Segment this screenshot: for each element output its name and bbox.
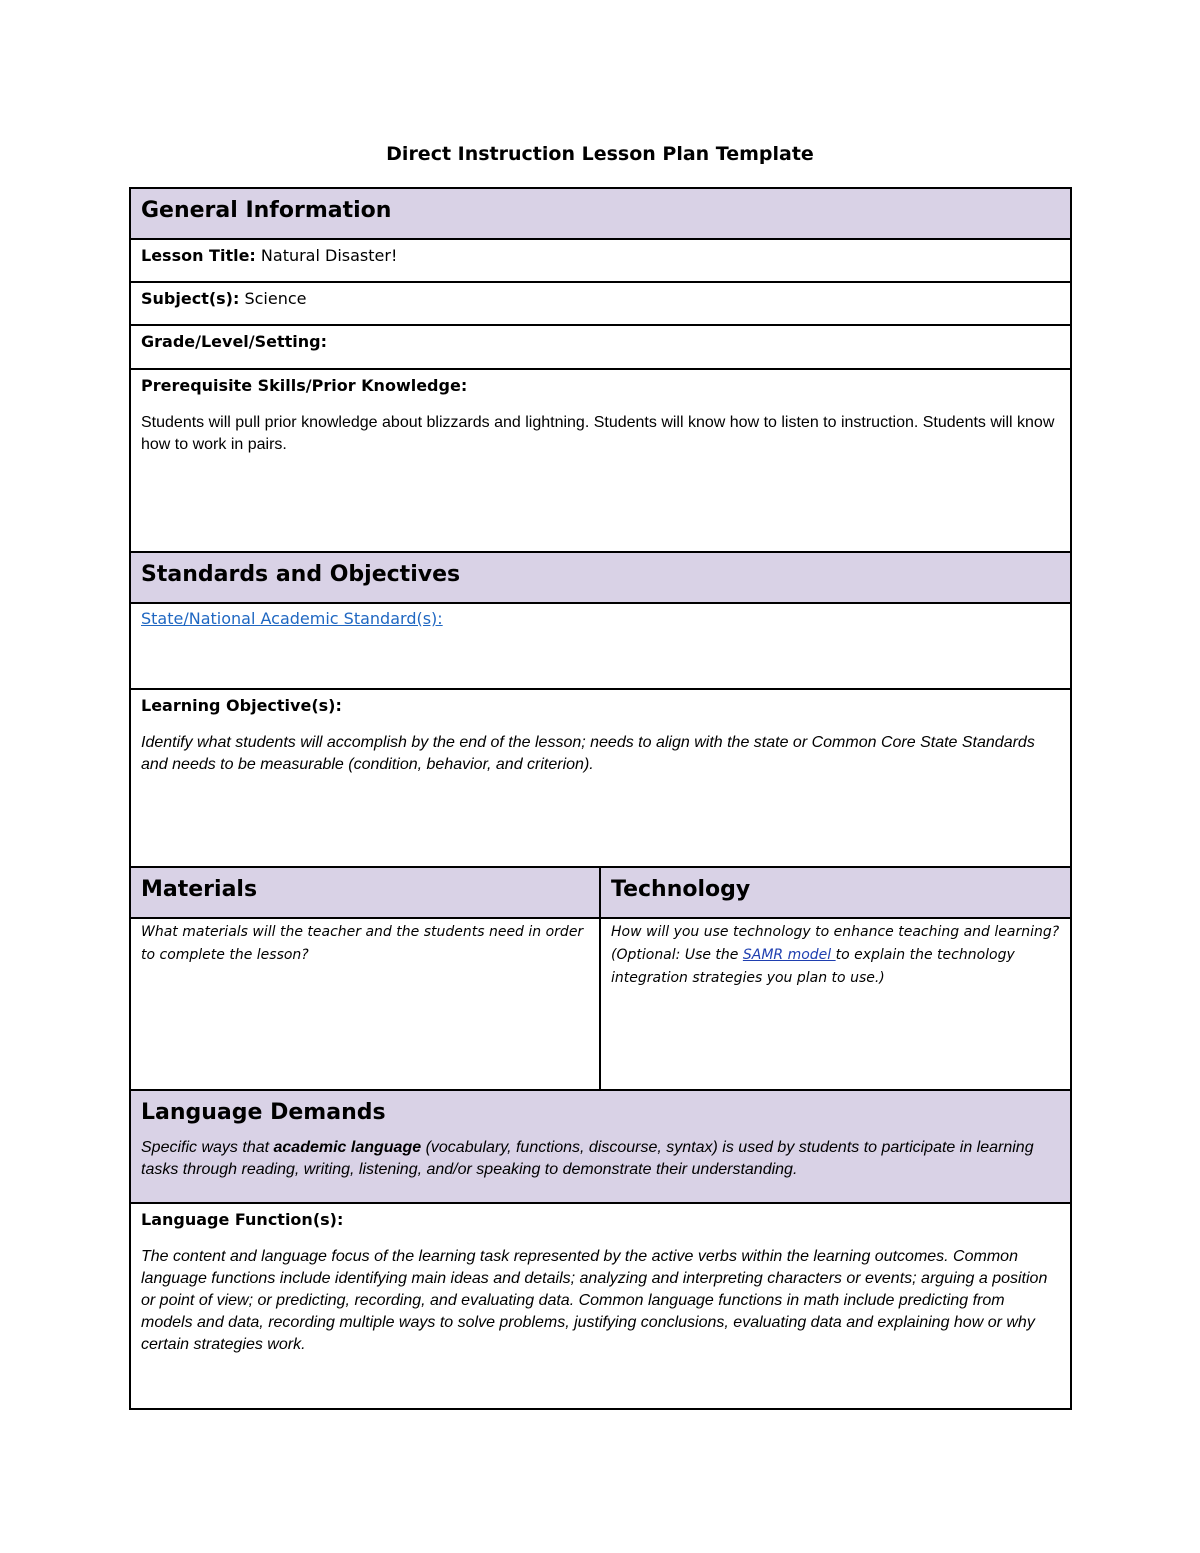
language-header-row (130, 1090, 1071, 1203)
section-heading: Language Demands (141, 1100, 386, 1125)
materials-tech-row (130, 918, 1071, 1090)
standards-header-row (130, 552, 1071, 603)
standards-row (130, 603, 1071, 689)
grade-cell[interactable] (130, 325, 1071, 369)
lesson-title-label: Lesson Title: (141, 246, 256, 265)
grade-label: Grade/Level/Setting: (141, 332, 328, 351)
materials-cell[interactable] (130, 918, 600, 1090)
technology-cell[interactable] (600, 918, 1071, 1090)
subjects-value: Science (239, 289, 307, 308)
section-heading: Standards and Objectives (141, 562, 461, 587)
language-functions-text: The content and language focus of the learning task represented by the active verbs within the learning outcomes. Common language functions include identifying main ideas and details; analyzing and interpreting characters or events; arguing a position or point of view; or predicting, recording, and evaluating data. Common language functions in math include predicting from models and data, recording multiple ways to solve problems, justifying conclusions, evaluating data and explaining how or why certain strategies work. (141, 1248, 1048, 1353)
standards-header (130, 552, 1071, 603)
samr-model-link[interactable]: SAMR model (742, 947, 836, 963)
lesson-plan-table (129, 187, 1072, 1410)
general-info-header-row (130, 188, 1071, 239)
subjects-row (130, 282, 1071, 325)
section-heading: Materials (141, 877, 258, 902)
standards-link[interactable]: State/National Academic Standard(s): (141, 609, 443, 628)
materials-header (130, 867, 600, 918)
general-info-header (130, 188, 1071, 239)
language-desc-part: (vocabulary, functions, discourse, syntax) is used by students to participate in learning tasks through reading, writing, listening, and/or speaking to demonstrate their understanding. (141, 1139, 1034, 1178)
lesson-title-row (130, 239, 1071, 282)
language-functions-cell[interactable] (130, 1203, 1071, 1409)
technology-text (611, 921, 1060, 990)
grade-row (130, 325, 1071, 369)
subjects-label: Subject(s): (141, 289, 240, 308)
lesson-title-cell[interactable] (130, 239, 1071, 282)
language-functions-row (130, 1203, 1071, 1409)
section-heading: General Information (141, 198, 392, 223)
technology-text-part: How will you use technology to enhance teaching and learning? (Optional: Use the (611, 924, 1060, 963)
document-title: Direct Instruction Lesson Plan Template (386, 143, 814, 165)
objectives-text: Identify what students will accomplish by the end of the lesson; needs to align with the state or Common Core State Standards and needs to be measurable (condition, behavior, and criterion). (141, 734, 1035, 773)
technology-header (600, 867, 1071, 918)
prereq-text: Students will pull prior knowledge about blizzards and lightning. Students will know how to listen to instruction. Students will know how to work in pairs. (141, 414, 1055, 453)
objectives-row (130, 689, 1071, 867)
materials-tech-header-row (130, 867, 1071, 918)
lesson-title-value: Natural Disaster! (255, 246, 398, 265)
language-description (141, 1137, 1060, 1181)
prereq-label: Prerequisite Skills/Prior Knowledge: (141, 376, 468, 395)
objectives-cell[interactable] (130, 689, 1071, 867)
prereq-cell[interactable] (130, 369, 1071, 552)
technology-text-part: to explain the technology integration strategies you plan to use.) (611, 947, 1015, 986)
language-header (130, 1090, 1071, 1203)
prereq-row (130, 369, 1071, 552)
objectives-label: Learning Objective(s): (141, 696, 342, 715)
academic-language-term: academic language (273, 1139, 422, 1156)
subjects-cell[interactable] (130, 282, 1071, 325)
standards-cell[interactable] (130, 603, 1071, 689)
language-functions-label: Language Function(s): (141, 1210, 344, 1229)
language-desc-part: Specific ways that (141, 1139, 274, 1156)
section-heading: Technology (611, 877, 751, 902)
materials-text: What materials will the teacher and the students need in order to complete the lesson? (141, 924, 584, 963)
